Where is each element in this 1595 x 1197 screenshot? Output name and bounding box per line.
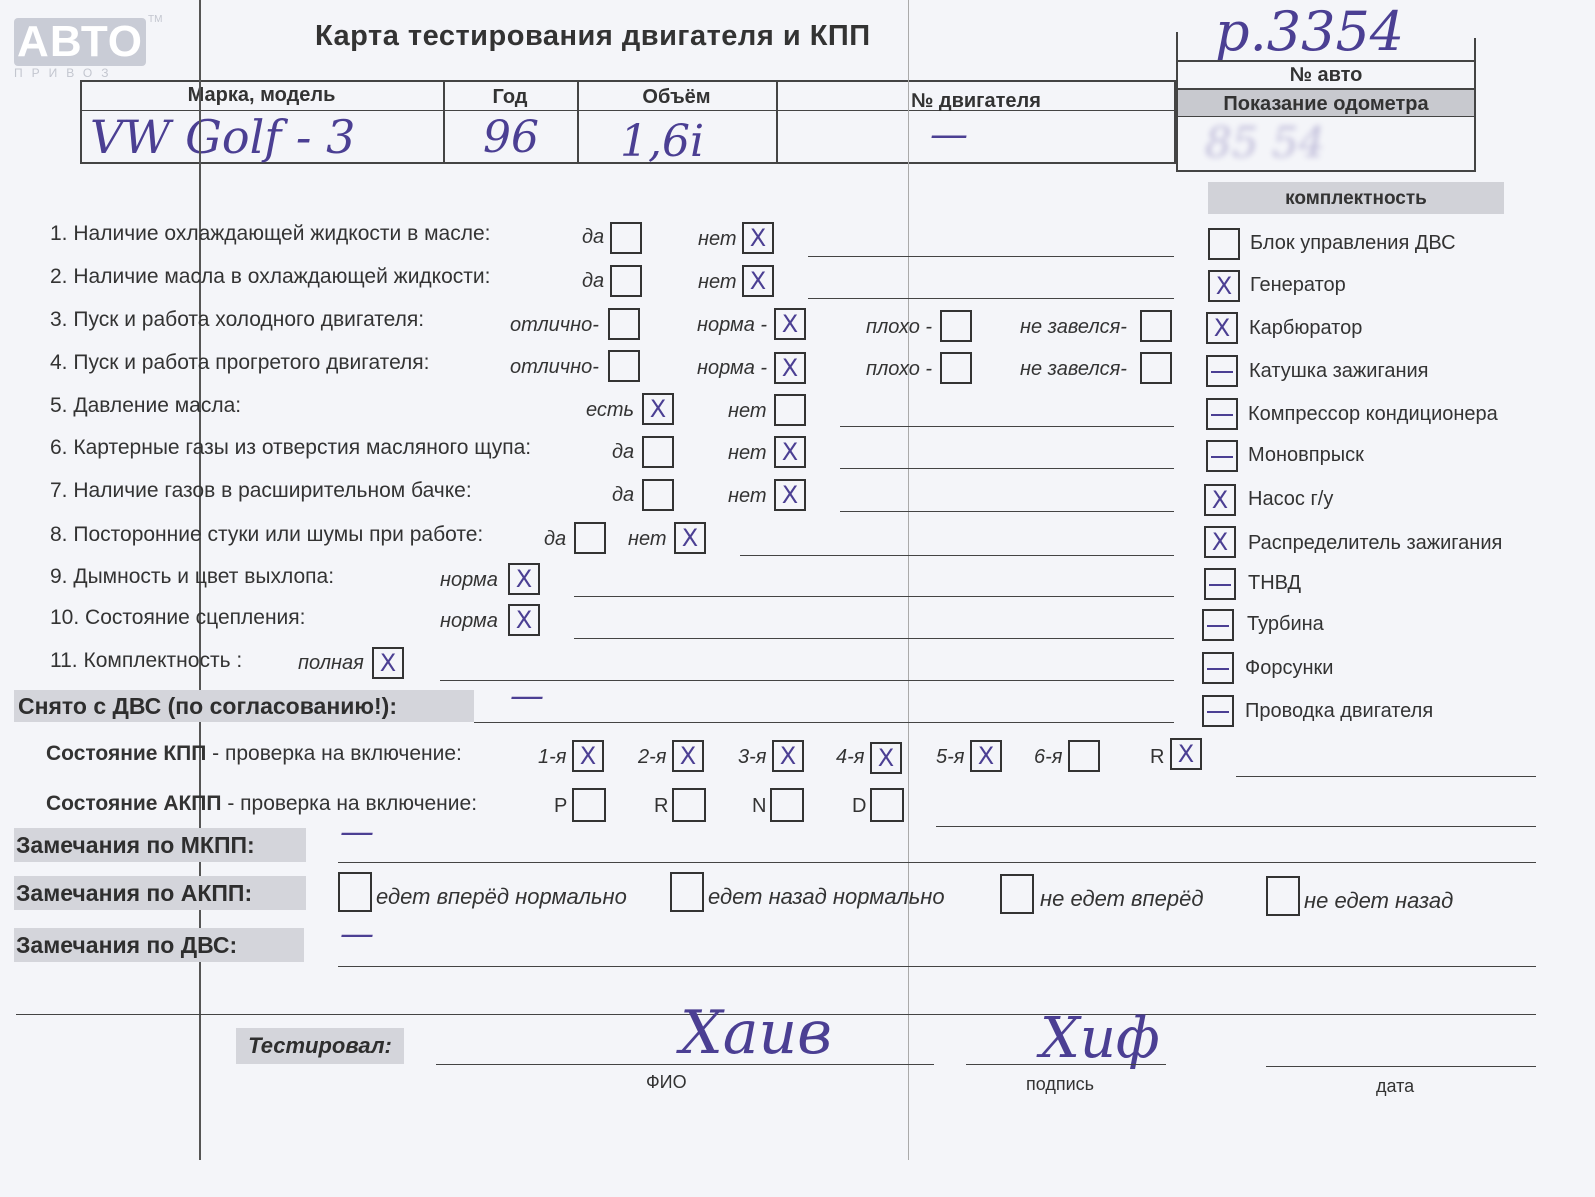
comp-ecu-checkbox[interactable] [1208,228,1240,260]
comp-compressor-checkbox[interactable] [1206,398,1238,430]
akpp-no-forward-label: не едет вперёд [1040,886,1204,911]
q7-line [840,511,1174,512]
q4-excellent-checkbox[interactable] [608,350,640,382]
remarks-dvs-line [338,966,1536,967]
fio-line [436,1064,934,1065]
remarks-akpp-label: Замечания по АКПП: [14,876,306,910]
akpp-no-back-checkbox[interactable] [1266,876,1300,916]
sign-line [966,1064,1166,1065]
gear-4-label: 4-я [836,746,865,768]
q11-line [440,680,1174,681]
remarks-dvs-value: — [340,914,374,954]
question-7: 7. Наличие газов в расширительном бачке: [50,479,472,502]
akpp-n-label: N [752,795,767,817]
akpp-p-checkbox[interactable] [572,788,606,822]
comp-wiring-checkbox[interactable] [1202,695,1234,727]
opt-yes: да [544,528,567,550]
comp-carburetor-checkbox[interactable] [1206,312,1238,344]
logo-subtitle: ПРИВОЗ [14,66,118,80]
q5-line [840,426,1174,427]
comp-pump-checkbox[interactable] [1204,484,1236,516]
opt-yes: да [582,270,605,292]
sign-label: подпись [1026,1074,1095,1094]
comp-compressor-label: Компрессор кондиционера [1248,403,1498,425]
tested-label: Тестировал: [236,1028,404,1064]
year-label: Год [492,86,528,108]
gear-5-checkbox[interactable] [970,740,1002,772]
q1-yes-checkbox[interactable] [610,222,642,254]
comp-coil-checkbox[interactable] [1206,355,1238,387]
opt-yes: да [612,441,635,463]
gear-3-checkbox[interactable] [772,740,804,772]
logo-tm: TM [148,14,163,25]
opt-no: нет [628,528,667,550]
comp-tnvd-checkbox[interactable] [1204,568,1236,600]
remarks-dvs-label: Замечания по ДВС: [14,928,304,962]
comp-generator-checkbox[interactable] [1208,270,1240,302]
opt-bad: плохо - [866,316,933,338]
q5-present-checkbox[interactable] [642,393,674,425]
q6-line [840,468,1174,469]
comp-turbo-label: Турбина [1247,613,1324,635]
opt-excellent: отлично- [510,356,599,378]
date-line [1266,1066,1536,1067]
remarks-mkpp-line [338,862,1536,863]
akpp-forward-ok-label: едет вперёд нормально [376,884,627,909]
q8-line [740,555,1174,556]
q11-full-checkbox[interactable] [372,647,404,679]
engine-no-label: № двигателя [911,90,1041,112]
akpp-no-back-label: не едет назад [1304,888,1454,913]
q1-line [808,256,1174,257]
akpp-r-checkbox[interactable] [672,788,706,822]
card-number-line [1176,60,1476,62]
remarks-mkpp-label: Замечания по МКПП: [14,828,306,862]
gear-r-checkbox[interactable] [1170,738,1202,770]
volume-value: 1,6i [620,116,705,167]
q3-bad-checkbox[interactable] [940,310,972,342]
q4-not-started-checkbox[interactable] [1140,352,1172,384]
q10-norm-checkbox[interactable] [508,604,540,636]
odometer-value: 85 54 [1205,118,1326,167]
signature: Хиф [1040,1006,1160,1071]
make-label: Марка, модель [187,84,336,106]
q3-excellent-checkbox[interactable] [608,308,640,340]
comp-wiring-label: Проводка двигателя [1245,700,1434,722]
q9-line [574,596,1174,597]
opt-no: нет [728,442,767,464]
akpp-n-checkbox[interactable] [770,788,804,822]
gear-4-checkbox[interactable] [870,742,902,774]
gear-6-checkbox[interactable] [1068,740,1100,772]
card-number: р.3354 [1215,0,1405,63]
question-9: 9. Дымность и цвет выхлопа: [50,565,335,588]
gear-6-label: 6-я [1034,746,1063,768]
gear-5-label: 5-я [936,746,965,768]
question-6: 6. Картерные газы из отверстия масляного щупа: [50,436,532,459]
removed-label: Снято с ДВС (по согласованию!): [14,690,474,722]
engine-no-value: — [930,112,968,156]
opt-no: нет [728,485,767,507]
gear-3-label: 3-я [738,746,767,768]
comp-tnvd-label: ТНВД [1248,572,1302,594]
opt-full: полная [298,652,364,674]
comp-ecu-label: Блок управления ДВС [1250,232,1456,254]
kpp-label: Состояние КПП - проверка на включение: [46,742,462,765]
akpp-label: Состояние АКПП - проверка на включение: [46,792,478,815]
page-title: Карта тестирования двигателя и КПП [315,20,871,52]
q4-normal-checkbox[interactable] [774,352,806,384]
comp-distributor-label: Распределитель зажигания [1248,532,1503,554]
question-1: 1. Наличие охлаждающей жидкости в масле: [50,222,491,245]
completeness-title: комплектность [1285,188,1427,209]
opt-no: нет [698,271,737,293]
akpp-p-label: P [554,795,568,817]
date-label: дата [1376,1076,1415,1096]
q6-yes-checkbox[interactable] [642,436,674,468]
q2-yes-checkbox[interactable] [610,265,642,297]
q2-line [808,298,1174,299]
q7-yes-checkbox[interactable] [642,479,674,511]
comp-generator-label: Генератор [1250,274,1346,296]
question-8: 8. Посторонние стуки или шумы при работе: [50,523,484,546]
question-3: 3. Пуск и работа холодного двигателя: [50,308,425,331]
opt-not-started: не завелся- [1020,316,1127,338]
odometer-divider [1176,116,1476,117]
comp-injectors-checkbox[interactable] [1202,652,1234,684]
volume-label: Объём [642,86,711,108]
question-5: 5. Давление масла: [50,394,242,417]
akpp-forward-ok-checkbox[interactable] [338,872,372,912]
question-11: 11. Комплектность : [50,649,243,672]
q6-no-checkbox[interactable] [774,436,806,468]
gear-1-label: 1-я [538,746,567,768]
q8-no-checkbox[interactable] [674,522,706,554]
q3-not-started-checkbox[interactable] [1140,310,1172,342]
q2-no-checkbox[interactable] [742,265,774,297]
opt-norm: норма [440,569,498,591]
opt-normal: норма - [697,314,768,336]
gear-r-label: R [1150,746,1165,768]
q7-no-checkbox[interactable] [774,479,806,511]
q10-line [574,638,1174,639]
opt-norm: норма [440,610,498,632]
opt-no: нет [728,400,767,422]
removed-line [474,722,1174,723]
odometer-label: Показание одометра [1223,93,1429,115]
q1-no-checkbox[interactable] [742,222,774,254]
q4-bad-checkbox[interactable] [940,352,972,384]
opt-no: нет [698,228,737,250]
year-value: 96 [483,112,539,163]
gear-2-label: 2-я [638,746,667,768]
akpp-line [936,826,1536,827]
q5-no-checkbox[interactable] [774,394,806,426]
opt-excellent: отлично- [510,314,599,336]
akpp-r-label: R [654,795,669,817]
comp-distributor-checkbox[interactable] [1204,526,1236,558]
gear-2-checkbox[interactable] [672,740,704,772]
opt-yes: да [612,484,635,506]
fio-label: ФИО [646,1072,687,1092]
comp-injectors-label: Форсунки [1245,657,1334,679]
make-value: VW Golf - 3 [90,110,356,164]
opt-bad: плохо - [866,358,933,380]
gear-1-checkbox[interactable] [572,740,604,772]
akpp-back-ok-checkbox[interactable] [670,872,704,912]
comp-carburetor-label: Карбюратор [1249,317,1363,339]
comp-pump-label: Насос г/у [1248,488,1334,510]
opt-yes: да [582,226,605,248]
comp-monoinjection-label: Моновпрыск [1248,444,1364,466]
comp-turbo-checkbox[interactable] [1202,609,1234,641]
comp-coil-label: Катушка зажигания [1249,360,1429,382]
opt-not-started: не завелся- [1020,358,1127,380]
q3-normal-checkbox[interactable] [774,308,806,340]
q9-norm-checkbox[interactable] [508,563,540,595]
akpp-no-forward-checkbox[interactable] [1000,874,1034,914]
akpp-back-ok-label: едет назад нормально [708,884,945,909]
fold-line [908,0,909,1160]
fio-value: Хаив [680,998,833,1068]
kpp-line [1236,776,1536,777]
question-4: 4. Пуск и работа прогретого двигателя: [50,351,430,374]
question-2: 2. Наличие масла в охлаждающей жидкости: [50,265,491,288]
logo: АВТО [14,18,146,66]
akpp-d-checkbox[interactable] [870,788,904,822]
question-10: 10. Состояние сцепления: [50,606,306,629]
car-no-label: № авто [1289,64,1363,86]
comp-monoinjection-checkbox[interactable] [1206,440,1238,472]
opt-normal: норма - [697,357,768,379]
opt-present: есть [586,399,635,421]
q8-yes-checkbox[interactable] [574,522,606,554]
akpp-d-label: D [852,795,867,817]
removed-value: — [510,676,544,716]
remarks-mkpp-value: — [340,812,374,852]
